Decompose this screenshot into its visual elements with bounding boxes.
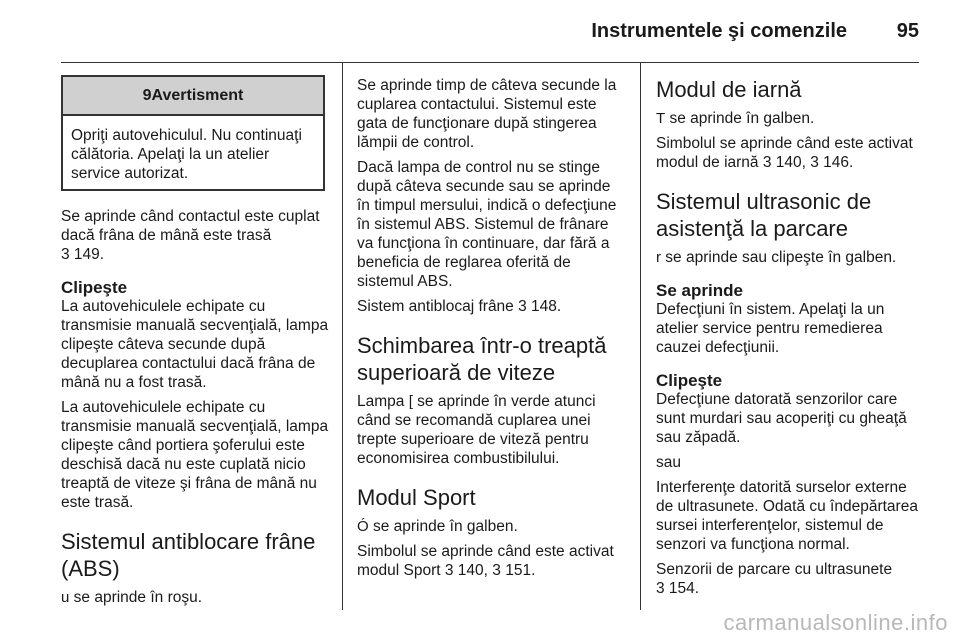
paragraph: [357, 517, 627, 536]
paragraph: La autovehiculele echipate cu transmisie manuală secvenţială, lampa clipeşte câteva secunde după decuplarea contactului dacă frâna de mână nu a fost trasă.: [61, 298, 329, 391]
paragraph: [357, 392, 627, 468]
warning-title: Avertisment: [151, 87, 244, 104]
page-number: 95: [896, 20, 919, 42]
paragraph: Se aprinde timp de câteva secunde la cuplarea contactului. Sistemul este gata de funcţionare după stingerea lămpii de control.: [357, 77, 617, 151]
paragraph: [61, 207, 329, 264]
paragraph: Simbolul se aprinde când este activat modul de iarnă 3 140, 3 146.: [656, 135, 913, 171]
paragraph-text: Senzorii de parcare cu ultrasunete: [656, 561, 893, 578]
heading-winter: Modul de iarnă: [656, 77, 802, 102]
sport-mode-icon: Ó: [357, 518, 369, 535]
shift-up-icon: [: [408, 393, 413, 410]
column-1: [61, 62, 329, 610]
warning-icon: 9: [142, 87, 152, 104]
paragraph: [656, 560, 922, 598]
subheading-clipeste: Clipeşte: [61, 278, 128, 297]
paragraph-text: Se aprinde când contactul este cuplat dacă frâna de mână este trasă: [61, 208, 320, 244]
paragraph: Defecţiune datorată senzorilor care sunt murdari sau acoperiţi cu gheaţă sau zăpadă.: [656, 391, 907, 446]
warning-box: [61, 75, 325, 191]
paragraph: [656, 248, 922, 267]
paragraph: Interferenţe datorită surselor externe de ultrasunete. Odată cu îndepărtarea sursei interferenţelor, sistemul de senzori va funcţiona normal.: [656, 479, 918, 553]
paragraph: La autovehiculele echipate cu transmisie manuală secvenţială, lampa clipeşte când portiera şoferului este deschisă dacă nu este cuplată nicio treaptă de viteze şi frâna de mână nu este trasă.: [61, 399, 329, 511]
paragraph: Sistem antiblocaj frâne 3 148.: [357, 298, 562, 315]
paragraph-text: se aprinde în galben.: [368, 518, 518, 535]
subheading-se-aprinde: Se aprinde: [656, 281, 743, 300]
page-title: Instrumentele şi comenzile: [591, 20, 847, 42]
paragraph-text: se aprinde în verde atunci când se recomandă cuplarea unei trepte superioare de viteză pentru economisirea combustibilului.: [357, 393, 596, 467]
paragraph-text: se aprinde sau clipeşte în galben.: [661, 249, 897, 266]
paragraph-text: se aprinde în galben.: [665, 110, 815, 127]
paragraph: Simbolul se aprinde când este activat modul Sport 3 140, 3 151.: [357, 543, 614, 579]
abs-icon: u: [61, 589, 70, 606]
page-header: [61, 18, 919, 63]
paragraph: [61, 588, 329, 607]
column-2: [357, 62, 627, 610]
paragraph: Dacă lampa de control nu se stinge după câteva secunde sau se aprinde în timpul mersului, indică o defecţiune în sistemul ABS. Sistemul de frânare va funcţiona în continuare, dar fără a beneficia de reglarea oferită de sistemul ABS.: [357, 159, 617, 290]
warning-text: Opriţi autovehiculul. Nu continuaţi călătoria. Apelaţi la un atelier service autorizat.: [71, 127, 302, 182]
page-reference: 3 149.: [61, 246, 105, 263]
paragraph: sau: [656, 454, 681, 471]
heading-shift: Schimbarea într-o treaptă superioară de viteze: [357, 333, 607, 385]
watermark: carmanualsonline.info: [723, 610, 948, 635]
warning-header: [63, 77, 323, 116]
heading-sport: Modul Sport: [357, 485, 476, 510]
heading-parking: Sistemul ultrasonic de asistenţă la parcare: [656, 189, 872, 241]
paragraph: [656, 109, 922, 128]
subheading-clipeste: Clipeşte: [656, 371, 723, 390]
winter-mode-icon: T: [656, 110, 666, 127]
column-3: [656, 62, 922, 610]
parking-assist-icon: r: [656, 249, 661, 266]
paragraph-text: Lampa: [357, 393, 409, 410]
paragraph: Defecţiuni în sistem. Apelaţi la un atelier service pentru remedierea cauzei defecţiunii.: [656, 301, 885, 356]
column-divider: [342, 62, 343, 610]
paragraph-text: se aprinde în roşu.: [69, 589, 203, 606]
column-divider: [640, 62, 641, 610]
heading-abs: Sistemul antiblocare frâne (ABS): [61, 529, 316, 581]
page-reference: 3 154.: [656, 580, 700, 597]
